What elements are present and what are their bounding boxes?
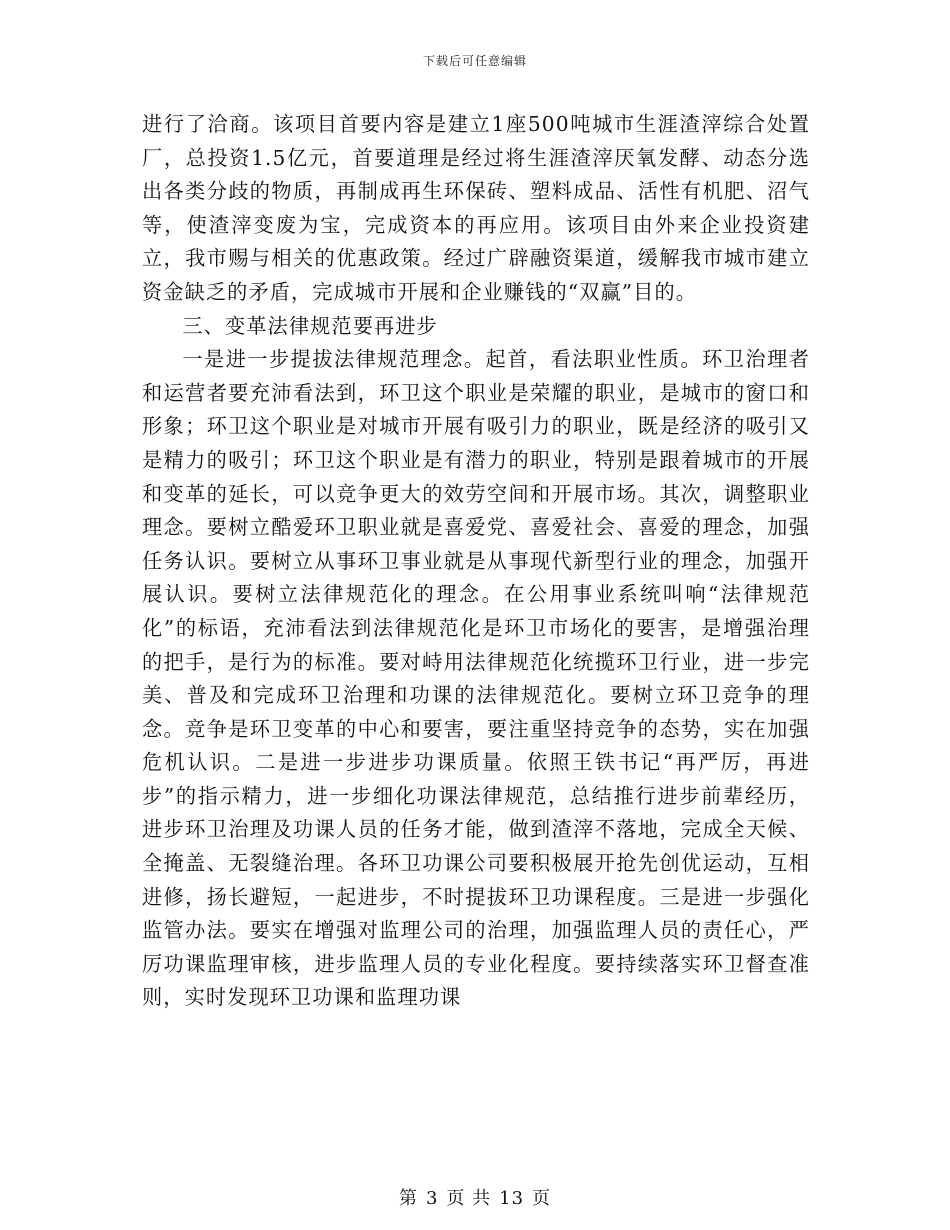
page-footer: [0, 1184, 950, 1210]
footer-page-number: 3: [425, 1188, 439, 1209]
footer-prefix: 第: [398, 1188, 418, 1209]
page-header: 下载后可任意编辑: [422, 54, 527, 68]
section-heading: 三、变革法律规范要再进步: [182, 313, 438, 338]
footer-suffix: 页: [532, 1188, 552, 1209]
paragraph-1: 进行了洽商。该项目首要内容是建立1座500吨城市生涯渣滓综合处置厂，总投资1.5亿元，首要道理是经过将生涯渣滓厌氧发酵、动态分选出各类分歧的物质，再制成再生环保砖、塑料成品、活性有机肥、沼气等，使渣滓变废为宝，完成资本的再应用。该项目由外来企业投资建立，我市赐与相关的优惠政策。经过广辟融资渠道，缓解我市城市建立资金缺乏的矛盾，完成城市开展和企业赚钱的“双赢”目的。: [142, 112, 810, 304]
footer-total-pages: 13: [499, 1188, 525, 1209]
footer-middle: 页 共: [446, 1188, 492, 1209]
document-body: [142, 108, 810, 1015]
paragraph-2: 一是进一步提拔法律规范理念。起首，看法职业性质。环卫治理者和运营者要充沛看法到，环卫这个职业是荣耀的职业，是城市的窗口和形象；环卫这个职业是对城市开展有吸引力的职业，既是经济的吸引又是精力的吸引；环卫这个职业是有潜力的职业，特别是跟着城市的开展和变革的延长，可以竞争更大的效劳空间和开展市场。其次，调整职业理念。要树立酷爱环卫职业就是喜爱党、喜爱社会、喜爱的理念，加强任务认识。要树立从事环卫事业就是从事现代新型行业的理念，加强开展认识。要树立法律规范化的理念。在公用事业系统叫响“法律规范化”的标语，充沛看法到法律规范化是环卫市场化的要害，是增强治理的把手，是行为的标准。要对峙用法律规范化统揽环卫行业，进一步完美、普及和完成环卫治理和功课的法律规范化。要树立环卫竞争的理念。竞争是环卫变革的中心和要害，要注重坚持竞争的态势，实在加强危机认识。二是进一步进步功课质量。依照王铁书记“再严厉，再进步”的指示精力，进一步细化功课法律规范，总结推行进步前辈经历，进步环卫治理及功课人员的任务才能，做到渣滓不落地，完成全天候、全掩盖、无裂缝治理。各环卫功课公司要积极展开抢先创优运动，互相进修，扬长避短，一起进步，不时提拔环卫功课程度。三是进一步强化监管办法。要实在增强对监理公司的治理，加强监理人员的责任心，严厉功课监理审核，进步监理人员的专业化程度。要持续落实环卫督查准则，实时发现环卫功课和监理功课: [142, 347, 810, 1010]
